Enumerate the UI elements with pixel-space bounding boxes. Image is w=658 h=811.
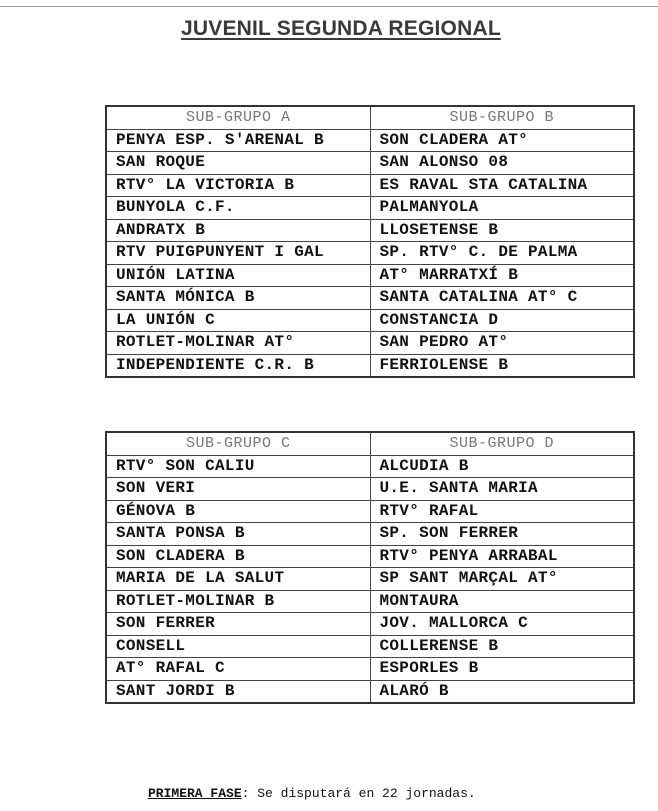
team-cell: MARIA DE LA SALUT [106,568,370,591]
team-cell: JOV. MALLORCA C [370,613,634,636]
table-row [106,287,634,310]
table-row [106,613,634,636]
table-row [106,568,634,591]
team-cell: FERRIOLENSE B [370,354,634,377]
team-cell: RTV° PENYA ARRABAL [370,545,634,568]
table-row [106,545,634,568]
table-row [106,242,634,265]
footer-note [148,786,476,801]
team-cell: ES RAVAL STA CATALINA [370,174,634,197]
team-cell: MONTAURA [370,590,634,613]
team-cell: RTV PUIGPUNYENT I GAL [106,242,370,265]
team-cell: ROTLET-MOLINAR B [106,590,370,613]
team-cell: SAN ROQUE [106,152,370,175]
table-row [106,152,634,175]
team-cell: ANDRATX B [106,219,370,242]
footer-text: Se disputará en 22 jornadas. [249,786,476,801]
team-cell: SON VERI [106,478,370,501]
table-row [106,590,634,613]
team-cell: PENYA ESP. S'ARENAL B [106,129,370,152]
table-row [106,264,634,287]
table-header-row [106,106,634,129]
team-cell: SON CLADERA AT° [370,129,634,152]
subgroup-c-header: SUB-GRUPO C [106,432,370,455]
table-row [106,455,634,478]
team-cell: SON FERRER [106,613,370,636]
team-cell: SP. SON FERRER [370,523,634,546]
team-cell: SP SANT MARÇAL AT° [370,568,634,591]
team-cell: SP. RTV° C. DE PALMA [370,242,634,265]
team-cell: INDEPENDIENTE C.R. B [106,354,370,377]
table-row [106,219,634,242]
table-row [106,174,634,197]
team-cell: COLLERENSE B [370,635,634,658]
team-cell: LLOSETENSE B [370,219,634,242]
team-cell: SON CLADERA B [106,545,370,568]
subgroups-cd-table [105,431,635,704]
table-row [106,523,634,546]
footer-separator: : [241,786,250,801]
team-cell: CONSTANCIA D [370,309,634,332]
team-cell: RTV° SON CALIU [106,455,370,478]
team-cell: ALARÓ B [370,680,634,703]
team-cell: AT° MARRATXÍ B [370,264,634,287]
subgroup-b-header: SUB-GRUPO B [370,106,634,129]
page-title: JUVENIL SEGUNDA REGIONAL [181,17,501,40]
table-row [106,332,634,355]
team-cell: RTV° RAFAL [370,500,634,523]
table-row [106,478,634,501]
subgroup-a-header: SUB-GRUPO A [106,106,370,129]
subgroup-d-header: SUB-GRUPO D [370,432,634,455]
team-cell: SANT JORDI B [106,680,370,703]
table-row [106,680,634,703]
table-row [106,354,634,377]
team-cell: SAN ALONSO 08 [370,152,634,175]
team-cell: BUNYOLA C.F. [106,197,370,220]
team-cell: ROTLET-MOLINAR AT° [106,332,370,355]
table-row [106,197,634,220]
team-cell: SANTA PONSA B [106,523,370,546]
table-row [106,129,634,152]
team-cell: U.E. SANTA MARIA [370,478,634,501]
footer-label: PRIMERA FASE [148,786,242,801]
team-cell: GÉNOVA B [106,500,370,523]
team-cell: ESPORLES B [370,658,634,681]
subgroups-ab-table [105,105,635,378]
team-cell: ALCUDIA B [370,455,634,478]
table-row [106,658,634,681]
team-cell: AT° RAFAL C [106,658,370,681]
table-row [106,635,634,658]
top-rule [0,6,658,7]
team-cell: RTV° LA VICTORIA B [106,174,370,197]
team-cell: PALMANYOLA [370,197,634,220]
table-row [106,309,634,332]
team-cell: SANTA MÓNICA B [106,287,370,310]
team-cell: UNIÓN LATINA [106,264,370,287]
table-row [106,500,634,523]
team-cell: LA UNIÓN C [106,309,370,332]
table-header-row [106,432,634,455]
team-cell: SAN PEDRO AT° [370,332,634,355]
team-cell: SANTA CATALINA AT° C [370,287,634,310]
team-cell: CONSELL [106,635,370,658]
